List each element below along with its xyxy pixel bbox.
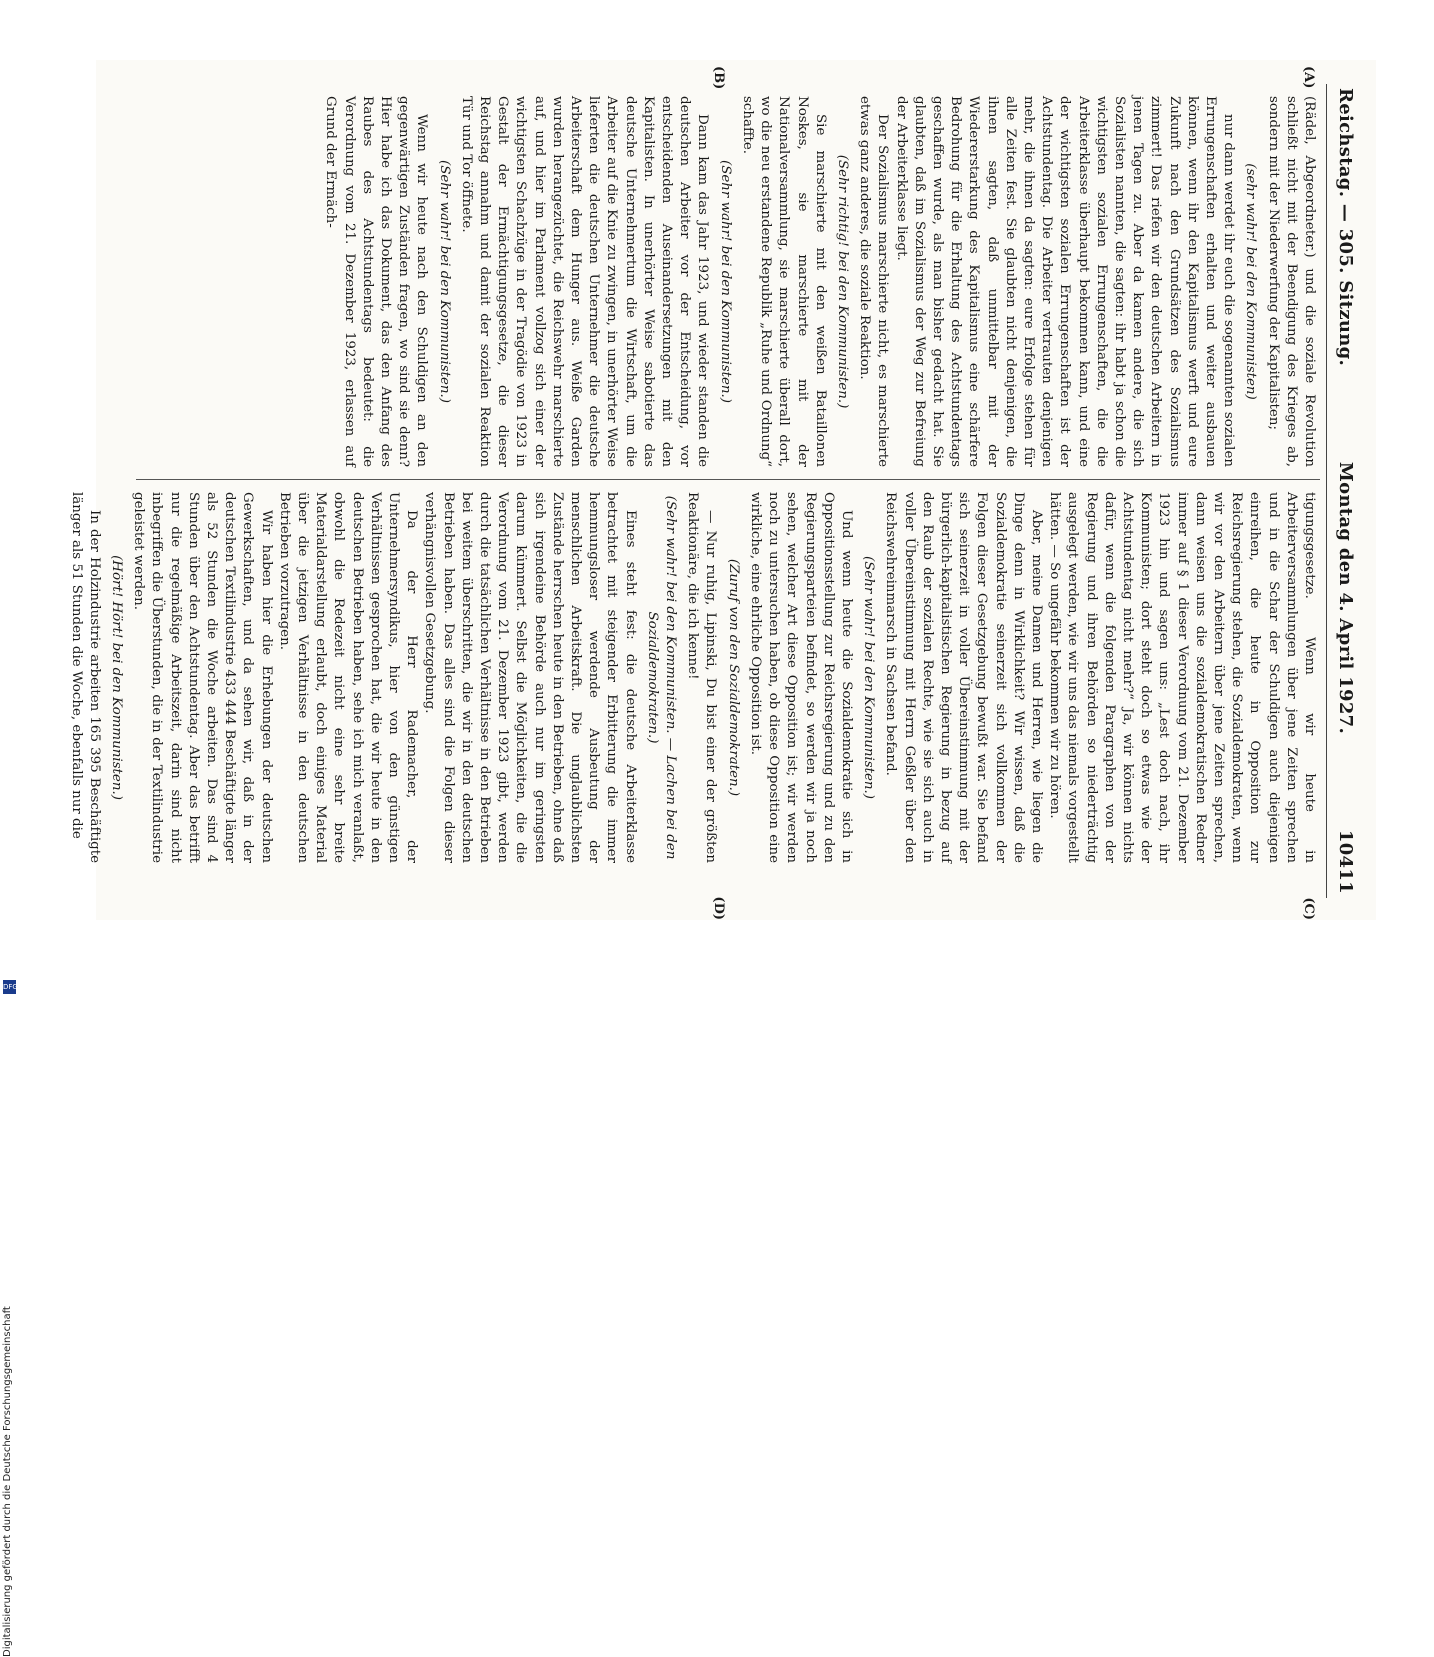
paragraph: Der Sozialismus marschierte nicht, es marschierte etwas ganz anderes, die soziale Reaktion. <box>857 96 891 467</box>
paragraph: In der Holzindustrie arbeiten 165 395 Beschäftigte länger als 51 Stunden die Woche, ebenfalls nur die <box>68 492 102 863</box>
paragraph: Aber, meine Damen und Herren, wie liegen die Dinge denn in Wirklichkeit? Wir wissen, daß die Sozialdemokratie seinerzeit sich vollkommen der Folgen dieser Gesetzgebung bewußt war. Sie befand sich seinerzeit in voller Übereinstimmung mit der bürgerlich-kapitalistischen Regierung in bezug auf den Raub der sozialen Rechte, wie sie sich auch in voller Übereinstimmung mit Herrn Geßler über den Reichswehreinmarsch in Sachsen befand. <box>883 492 1044 863</box>
margin-marker-a: (A) <box>1301 66 1316 89</box>
credit-text: Digitalisierung gefördert durch die Deutsche Forschungsgemeinschaft <box>2 1306 13 1657</box>
left-column <box>136 84 1326 479</box>
paragraph: Wir haben hier die Erhebungen der deutschen Gewerkschaften, und da sehen wir, daß in der deutschen Textilindustrie 433 444 Beschäftigte länger als 52 Stunden die Woche arbeiten. Das sind 4 Stunden über den Achtstundentag. Aber das betrifft nur die regelmäßige Arbeitszeit, darin sind nicht inbegriffen die Überstunden, die in der Textilindustrie geleistet werden. <box>131 492 274 863</box>
digitization-credit <box>2 288 18 1657</box>
paragraph: Wenn wir heute nach den Schuldigen an den gegenwärtigen Zuständen fragen, wo sind sie denn? Hier habe ich das Dokument, das den Anfang des Raubes des Achtstundentags bedeutet: die Verordnung vom 21. Dezember 1923, erlassen auf Grund der Ermäch- <box>323 96 430 467</box>
interjection: (sehr wahr! bei den Kommunisten) <box>1243 163 1259 400</box>
paragraph: Da der Herr Rademacher, der Unternehmersyndikus, hier von den günstigen Verhältnissen gesprochen hat, die wir heute in den deutschen Betrieben haben, sehe ich mich veranlaßt, obwohl die Redezeit nicht eine sehr breite Materialdarstellung erlaubt, doch einiges Material über die jetzigen Verhältnisse in den deutschen Betrieben vorzutragen. <box>276 492 420 863</box>
paragraph: — Nur ruhig, Lipinski, Du bist einer der größten Reaktionäre, die ich kenne! <box>685 492 719 863</box>
interjection: (Zuruf von den Sozialdemokraten.) <box>725 558 741 797</box>
page-number: 10411 <box>1335 829 1356 894</box>
paragraph: Dann kam das Jahr 1923, und wieder standen die deutschen Arbeiter vor der Entscheidung, vor entscheidenden Auseinandersetzungen mit den Kapitalisten. In unerhörter Weise sabotierte das deutsche Unternehmertum die Wirtschaft, um die Arbeiter auf die Knie zu zwingen, in unerhörter Weise lieferten die deutschen Unternehmer die deutsche Arbeiterschaft dem Hunger aus. Weiße Garden wurden herangezüchtet, die Reichswehr marschierte auf, und hier im Parlament vollzog sich einer der wichtigsten Schachzüge in der Tragödie von 1923 in Gestalt der Ermächtigungsgesetze, die dieser Reichstag annahm und damit der sozialen Reaktion Tür und Tor öffnete. <box>458 96 711 467</box>
page-header <box>1326 84 1356 898</box>
interjection: (Sehr richtig! bei den Kommunisten.) <box>834 154 850 409</box>
margin-marker-b: (B) <box>711 66 726 90</box>
margin-marker-d: (D) <box>711 896 726 920</box>
margin-marker-c: (C) <box>1301 897 1316 920</box>
text-columns <box>68 66 1326 920</box>
header-date: Montag den 4. April 1927. <box>1335 461 1356 735</box>
paragraph: Und wenn heute die Sozialdemokratie sich in Oppositionsstellung zur Reichsregierung und zu den Regierungsparteien befindet, so werden wir ja noch sehen, welcher Art diese Opposition ist; wir werden noch zu untersuchen haben, ob diese Opposition eine wirkliche, eine ehrliche Opposition ist. <box>747 492 854 863</box>
header-left: Reichstag. — 305. Sitzung. <box>1335 88 1356 367</box>
paragraph: (Rädel, Abgeordneter.) und die soziale Revolution schließt nicht mit der Beendigung des Krieges ab, sondern mit der Niederwerfung der Kapitalisten; <box>1265 96 1317 467</box>
rotated-page <box>68 60 1376 920</box>
paragraph: nur dann werdet ihr euch die sogenannten sozialen Errungenschaften erhalten und weiter ausbauen können, wenn ihr den Kapitalismus werft und eure Zukunft nach den Grundsätzen des Sozialismus zimmert! Das riefen wir den deutschen Arbeitern in jenen Tagen zu. Aber da kamen andere, die sich Sozialisten nannten, die sagten: ihr habt ja schon die wichtigsten sozialen Errungenschaften, die die Arbeiterklasse überhaupt bekommen kann, und eine der wichtigsten sozialen Errungenschaften ist der Achtstundentag. Die Arbeiter vertrauten denjenigen mehr, die ihnen da sagten: eure Erfolge stehen für alle Zeiten fest. Sie glaubten nicht denjenigen, die ihnen sagten, daß unmittelbar mit der Wiedererstarkung des Kapitalismus eine schärfere Bedrohung für die Erhaltung des Achtstundentags geschaffen wurde, als man bisher gedacht hat. Sie glaubten, daß im Sozialismus der Weg zur Befreiung der Arbeiterklasse liegt. <box>893 96 1237 467</box>
paragraph: Eines steht fest: die deutsche Arbeiterklasse betrachtet mit steigender Erbitterung die immer hemmungsloser werdende Ausbeutung der menschlichen Arbeitskraft. Die unglaublichsten Zustände herrschen heute in den Betrieben, ohne daß sich irgendeine Behörde auch nur im geringsten darum kümmert. Selbst die Möglichkeiten, die die Verordnung vom 21. Dezember 1923 gibt, werden durch die tatsächlichen Verhältnisse in den Betrieben bei weitem überschritten, die wir in den deutschen Betrieben haben. Das alles sind die Folgen dieser verhängnisvollen Gesetzgebung. <box>422 492 638 863</box>
interjection: (Sehr wahr! bei den Kommunisten.) <box>436 159 452 404</box>
interjection: (Hört! Hört! bei den Kommunisten.) <box>109 555 124 800</box>
interjection: (Sehr wahr! bei den Kommunisten. — Lachen bei den Sozialdemokraten.) <box>644 495 679 860</box>
paragraph: Sie marschierte mit den weißen Bataillonen Noskes, sie marschierte mit der Nationalversammlung, sie marschierte überall dort, wo die neu erstandene Republik „Ruhe und Ordnung“ schaffte. <box>739 96 828 467</box>
dfg-logo: DFG <box>3 980 16 994</box>
scanned-page-area <box>68 60 1376 920</box>
interjection: (Sehr wahr! bei den Kommunisten.) <box>861 555 877 800</box>
interjection: (Sehr wahr! bei den Kommunisten.) <box>717 159 733 404</box>
right-column <box>68 480 1326 875</box>
paragraph: tigungsgesetze. Wenn wir heute in Arbeiterversammlungen über jene Zeiten sprechen und in die Schar der Schuldigen auch diejenigen einreihen, die heute in Opposition zur Reichsregierung stehen, die Sozialdemokraten, wenn wir vor den Arbeitern über jene Zeiten sprechen, dann weisen uns die sozialdemokratischen Redner immer auf § 1 dieser Verordnung vom 21. Dezember 1923 hin und sagen uns: „Lest doch nach, ihr Kommunisten; dort steht doch so etwas wie der Achtstundentag nicht mehr?“ Ja, wir können nichts dafür, wenn die folgenden Paragraphen von der Regierung und ihren Behörden so niederträchtig ausgelegt werden, wie wir uns das niemals vorgestellt hätten. — So ungefähr bekommen wir zu hören. <box>1047 492 1317 863</box>
